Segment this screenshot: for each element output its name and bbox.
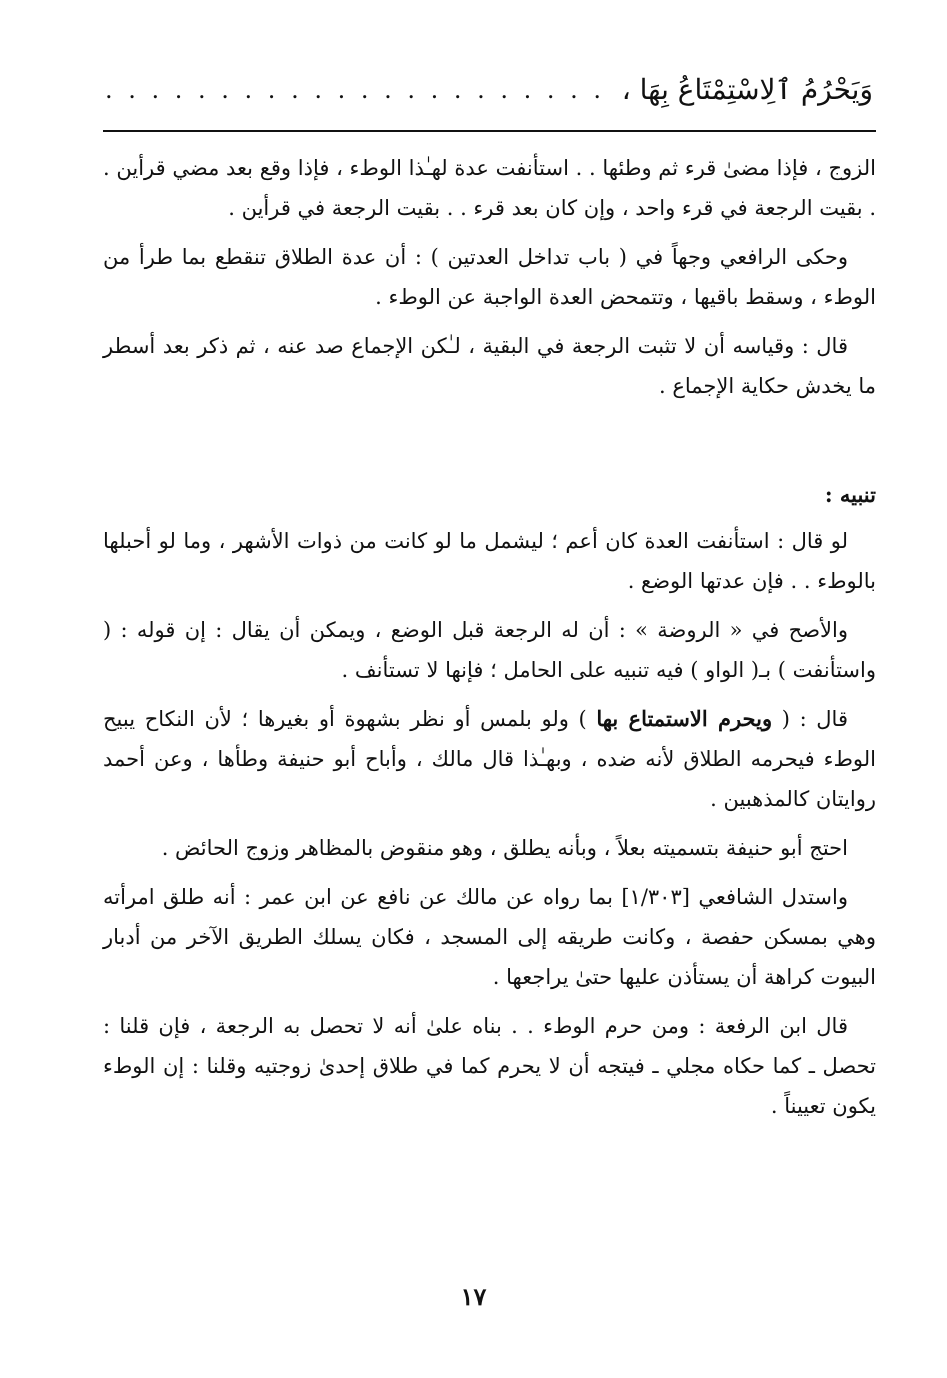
paragraph-8: واستدل الشافعي [١/٣٠٣] بما رواه عن مالك عن نافع عن ابن عمر : أنه طلق امرأته وهي بمسكن حفصة ، وكانت طريقه إلى المسجد ، فكان يسلك الطريق الآخر من أدبار البيوت كراهة أن يستأذن عليها حتىٰ يراجعها . <box>103 885 876 989</box>
paragraph-7: احتج أبو حنيفة بتسميته بعلاً ، وبأنه يطلق ، وهو منقوض بالمظاهر وزوج الحائض . <box>161 836 848 860</box>
paragraph-5: والأصح في « الروضة » : أن له الرجعة قبل الوضع ، ويمكن أن يقال : إن قوله : ( واستأنفت ) بـ( الواو ) فيه تنبيه على الحامل ؛ فإنها لا تستأنف . <box>103 618 876 682</box>
paragraph-6 <box>103 699 876 819</box>
paragraph-3: قال : وقياسه أن لا تثبت الرجعة في البقية ، لـٰكن الإجماع صد عنه ، ثم ذكر بعد أسطر ما يخدش حكاية الإجماع . <box>103 334 876 398</box>
body-text <box>103 148 876 1135</box>
paragraph-4: لو قال : استأنفت العدة كان أعم ؛ ليشمل ما لو كانت من ذوات الأشهر ، وما لو أحبلها بالوطء . . فإن عدتها الوضع . <box>103 529 876 593</box>
section-heading-tanbih: تنبيه : <box>824 482 876 507</box>
paragraph-6-bold-matn: ويحرم الاستمتاع بها <box>596 706 773 731</box>
paragraph-9: قال ابن الرفعة : ومن حرم الوطء . . بناه علىٰ أنه لا تحصل به الرجعة ، فإن قلنا : تحصل ـ كما حكاه مجلي ـ فيتجه أن لا يحرم كما في طلاق إحدىٰ زوجتيه وقلنا : إن الوطء يكون تعييناً . <box>103 1014 876 1118</box>
paragraph-6-rest: ) ولو بلمس أو نظر بشهوة أو بغيرها ؛ لأن النكاح يبيح الوطء فيحرمه الطلاق لأنه ضده ، وبهـٰذا قال مالك ، وأباح أبو حنيفة وطأها ، وعن أحمد روايتان كالمذهبين . <box>103 707 876 811</box>
paragraph-2: وحكى الرافعي وجهاً في ( باب تداخل العدتين ) : أن عدة الطلاق تنقطع بما طرأ من الوطء ، وسقط باقيها ، وتتمحض العدة الواجبة عن الوطء . <box>103 245 876 309</box>
running-header-leader-dots: . . . . . . . . . . . . . . . . . . . . . . <box>105 76 606 104</box>
running-header-title: وَيَحْرُمُ ٱلِاسْتِمْتَاعُ بِهَا ، <box>621 73 873 106</box>
section-spacer <box>103 415 876 475</box>
paragraph-1: الزوج ، فإذا مضىٰ قرء ثم وطئها . . استأنفت عدة لهـٰذا الوطء ، فإذا وقع بعد مضي قرأين . . بقيت الرجعة في قرء واحد ، وإن كان بعد قرء . . بقيت الرجعة في قرأين . <box>103 156 876 220</box>
page-number: ١٧ <box>460 1282 487 1311</box>
header-divider-rule <box>103 130 876 132</box>
paragraph-6-prefix: قال : ( <box>772 707 848 731</box>
running-header <box>105 70 873 116</box>
